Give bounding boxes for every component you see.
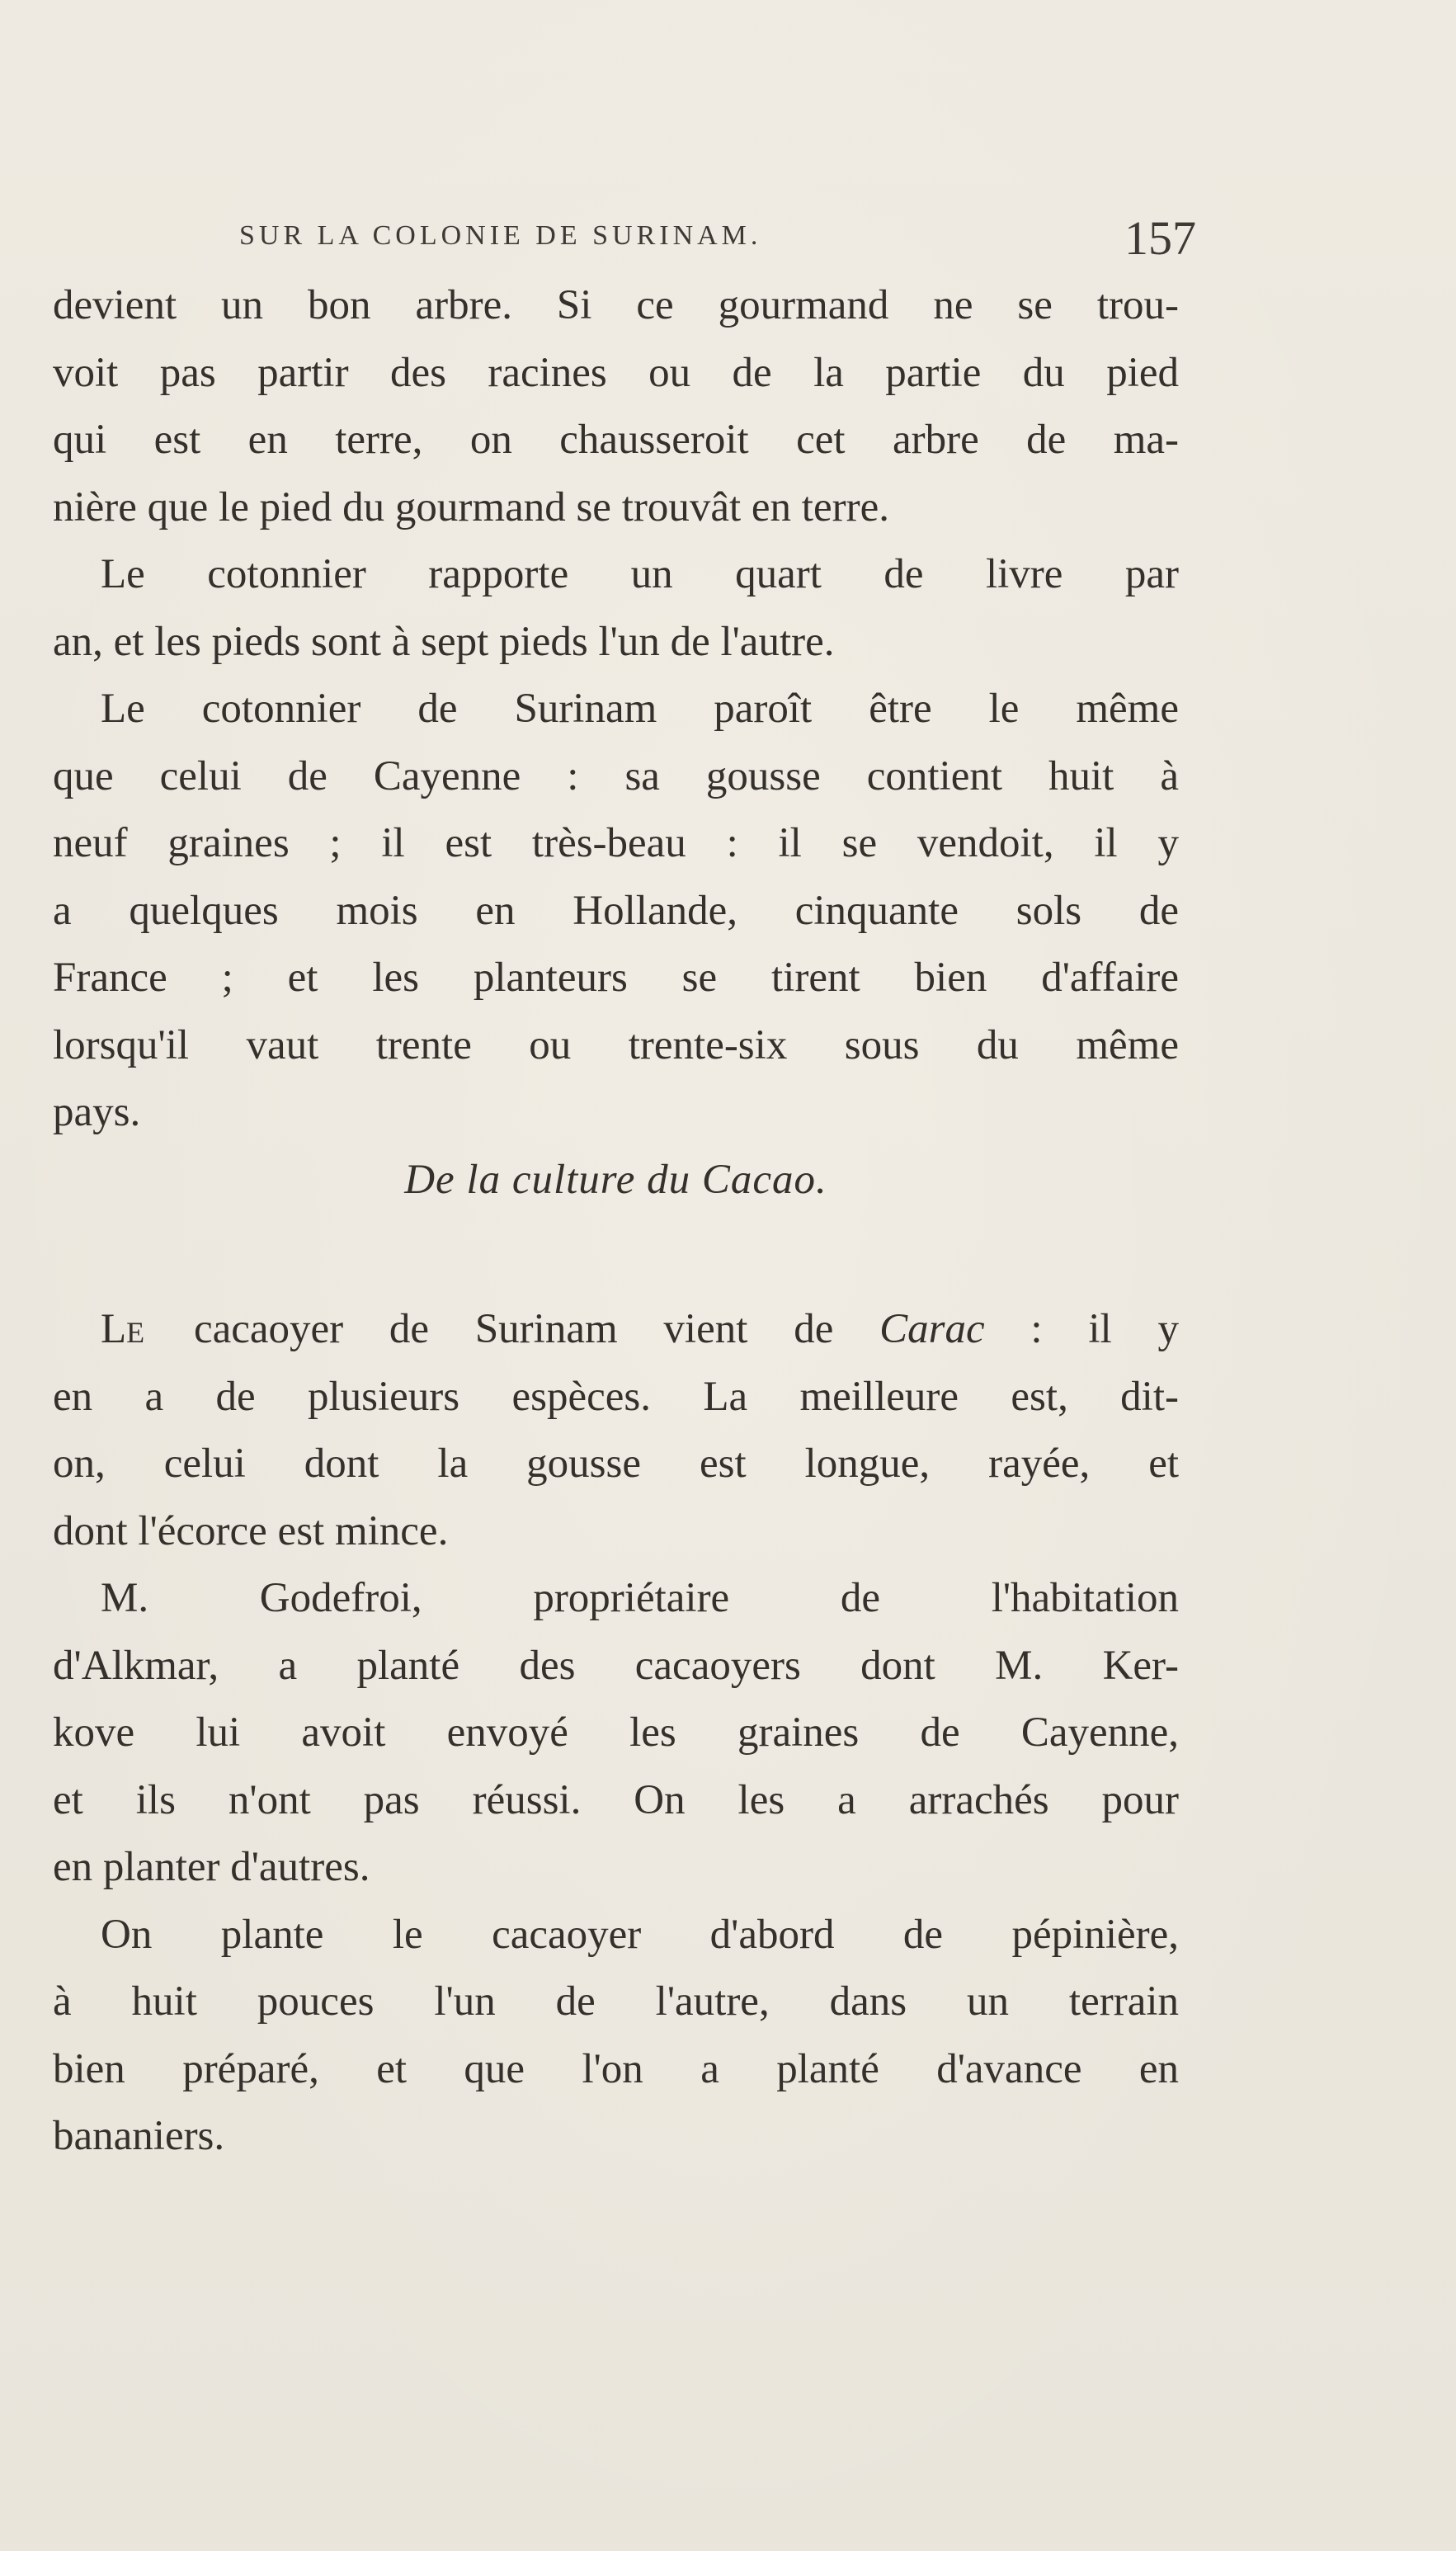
- text-line: [53, 1296, 1179, 1364]
- text-line: France ; et les planteurs se tirent bien d'affaire: [53, 955, 1179, 1001]
- text-line: Le cotonnier de Surinam paroît être le même: [101, 686, 1179, 732]
- running-head: [239, 210, 1196, 268]
- text-line: bananiers.: [53, 2113, 225, 2159]
- text-line: neuf graines ; il est très-beau : il se vendoit, il y: [53, 820, 1179, 866]
- text-line: Le cotonnier rapporte un quart de livre par: [101, 551, 1179, 597]
- text-line: en planter d'autres.: [53, 1844, 370, 1890]
- text-line: d'Alkmar, a planté des cacaoyers dont M. Ker-: [53, 1642, 1179, 1689]
- text-line: M. Godefroi, propriétaire de l'habitation: [101, 1575, 1179, 1621]
- text-line: an, et les pieds sont à sept pieds l'un de l'autre.: [53, 618, 835, 665]
- small-cap-letter: E: [126, 1316, 148, 1349]
- text-fragment: cacaoyer de Surinam vient de: [148, 1306, 880, 1352]
- text-line: a quelques mois en Hollande, cinquante sols de: [53, 887, 1179, 934]
- text-line: en a de plusieurs espèces. La meilleure est, dit-: [53, 1373, 1179, 1420]
- body-text: [53, 272, 1179, 2171]
- section-heading: De la culture du Cacao.: [404, 1156, 827, 1203]
- text-line: nière que le pied du gourmand se trouvât en terre.: [53, 483, 889, 530]
- text-line: que celui de Cayenne : sa gousse contient huit à: [53, 752, 1179, 799]
- text-line: dont l'écorce est mince.: [53, 1507, 449, 1554]
- text-line: voit pas partir des racines ou de la partie du pied: [53, 349, 1179, 396]
- running-head-title: SUR LA COLONIE DE SURINAM.: [239, 220, 762, 251]
- drop-letter: L: [101, 1306, 127, 1352]
- text-line: pays.: [53, 1089, 141, 1135]
- spacer: [53, 1214, 1179, 1296]
- text-line: devient un bon arbre. Si ce gourmand ne se trou-: [53, 282, 1179, 328]
- page-number: 157: [1124, 211, 1196, 265]
- text-line: On plante le cacaoyer d'abord de pépinière,: [101, 1911, 1179, 1958]
- text-line: à huit pouces l'un de l'autre, dans un terrain: [53, 1978, 1179, 2025]
- text-line: et ils n'ont pas réussi. On les a arrachés pour: [53, 1776, 1179, 1823]
- text-line: bien préparé, et que l'on a planté d'avance en: [53, 2045, 1179, 2092]
- text-line: qui est en terre, on chausseroit cet arbre de ma-: [53, 417, 1179, 463]
- text-line: on, celui dont la gousse est longue, rayée, et: [53, 1441, 1179, 1487]
- text-line: kove lui avoit envoyé les graines de Cayenne,: [53, 1709, 1179, 1756]
- text-line: lorsqu'il vaut trente ou trente-six sous du même: [53, 1021, 1179, 1068]
- italic-place-name: Carac: [879, 1306, 985, 1352]
- text-fragment: : il y: [984, 1306, 1179, 1352]
